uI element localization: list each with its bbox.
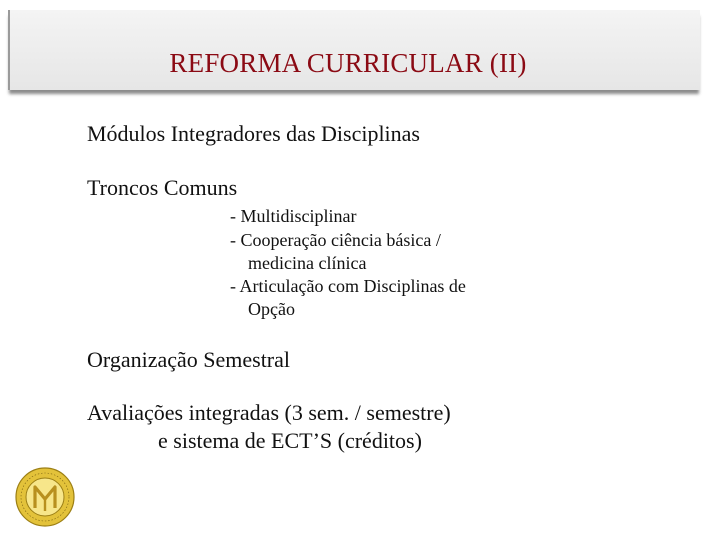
bullet-avaliacoes-cont: e sistema de ECT’S (créditos): [158, 428, 422, 453]
sub-item-articulacao-cont: Opção: [248, 299, 295, 319]
faculty-seal-icon: [14, 466, 76, 528]
bullet-organizacao: Organização Semestral: [87, 347, 291, 372]
bullet-modulos: Módulos Integradores das Disciplinas: [87, 121, 420, 146]
sub-item-cooperacao-cont: medicina clínica: [248, 253, 367, 273]
sub-item-articulacao: - Articulação com Disciplinas de: [230, 276, 466, 296]
bullet-avaliacoes: Avaliações integradas (3 sem. / semestre): [87, 400, 451, 425]
sub-item-cooperacao: - Cooperação ciência básica /: [230, 230, 441, 250]
sub-item-multidisciplinar: - Multidisciplinar: [230, 206, 357, 226]
bullet-troncos: Troncos Comuns: [87, 175, 238, 200]
slide-title: REFORMA CURRICULAR (II): [169, 48, 527, 78]
